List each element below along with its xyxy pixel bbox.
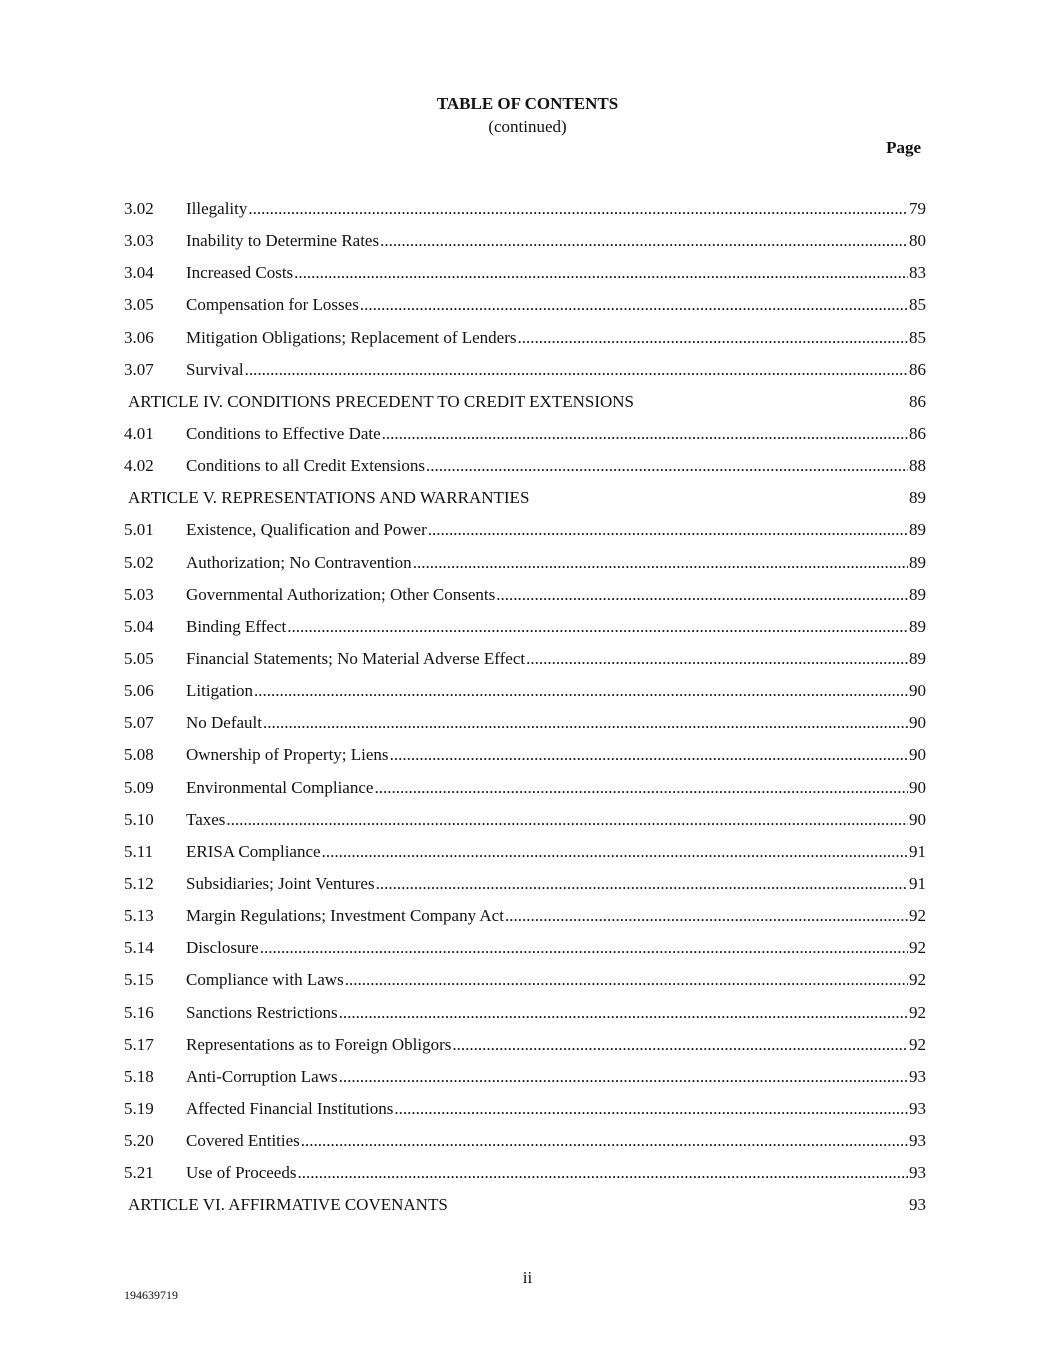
section-number: 5.11 xyxy=(124,841,154,861)
section-body xyxy=(186,1162,926,1184)
dot-leader xyxy=(374,777,908,799)
section-body xyxy=(186,230,926,252)
dot-leader xyxy=(428,519,908,541)
dot-leader xyxy=(301,1130,908,1152)
section-body xyxy=(186,873,926,895)
dot-leader xyxy=(339,1066,908,1088)
section-title: Environmental Compliance xyxy=(186,777,374,797)
section-body xyxy=(186,809,926,831)
section-number: 5.13 xyxy=(124,906,154,926)
section-page-number: 93 xyxy=(909,1131,926,1151)
section-number: 5.15 xyxy=(124,970,154,990)
section-body xyxy=(186,1034,926,1056)
section-body xyxy=(186,712,926,734)
section-number: 5.08 xyxy=(124,745,154,765)
dot-leader xyxy=(260,937,908,959)
toc-section-row[interactable] xyxy=(124,262,926,294)
article-page-number: 86 xyxy=(909,391,926,411)
section-page-number: 89 xyxy=(909,584,926,604)
section-title: Governmental Authorization; Other Consents xyxy=(186,584,496,604)
section-page-number: 90 xyxy=(909,681,926,701)
section-number: 5.09 xyxy=(124,777,154,797)
section-number: 5.17 xyxy=(124,1034,154,1054)
toc-section-row[interactable] xyxy=(124,1130,926,1162)
section-page-number: 92 xyxy=(909,1002,926,1022)
dot-leader xyxy=(360,294,908,316)
toc-section-row[interactable] xyxy=(124,552,926,584)
section-page-number: 90 xyxy=(909,809,926,829)
section-number: 5.16 xyxy=(124,1002,154,1022)
section-number: 3.06 xyxy=(124,327,154,347)
dot-leader xyxy=(413,552,908,574)
section-page-number: 90 xyxy=(909,777,926,797)
article-title: ARTICLE VI. AFFIRMATIVE COVENANTS xyxy=(128,1195,448,1215)
toc-section-row[interactable] xyxy=(124,937,926,969)
section-body xyxy=(186,777,926,799)
toc-section-row[interactable] xyxy=(124,777,926,809)
section-page-number: 79 xyxy=(909,199,926,218)
toc-section-row[interactable] xyxy=(124,809,926,841)
toc-title: TABLE OF CONTENTS xyxy=(436,94,619,113)
section-title: ERISA Compliance xyxy=(186,841,321,861)
dot-leader xyxy=(294,262,908,284)
section-title: Use of Proceeds xyxy=(186,1163,297,1183)
toc-article-row[interactable] xyxy=(124,1194,926,1226)
section-number: 5.06 xyxy=(124,681,154,701)
section-page-number: 89 xyxy=(909,552,926,572)
section-page-number: 89 xyxy=(909,520,926,540)
section-page-number: 93 xyxy=(909,1098,926,1118)
section-body xyxy=(186,198,926,220)
article-title: ARTICLE IV. CONDITIONS PRECEDENT TO CREDIT EXTENSIONS xyxy=(128,391,634,411)
dot-leader xyxy=(245,359,908,381)
section-title: Subsidiaries; Joint Ventures xyxy=(186,873,375,893)
dot-leader xyxy=(322,841,908,863)
toc-section-row[interactable] xyxy=(124,712,926,744)
toc-section-row[interactable] xyxy=(124,327,926,359)
section-number: 3.03 xyxy=(124,231,154,251)
section-title: Compliance with Laws xyxy=(186,970,344,990)
toc-section-row[interactable] xyxy=(124,455,926,487)
toc-section-row[interactable] xyxy=(124,744,926,776)
section-page-number: 92 xyxy=(909,938,926,958)
dot-leader xyxy=(297,1162,908,1184)
section-body xyxy=(186,841,926,863)
section-number: 5.14 xyxy=(124,938,154,958)
page-column-header: Page xyxy=(886,138,921,157)
section-body xyxy=(186,616,926,638)
dot-leader xyxy=(376,873,908,895)
section-number: 3.02 xyxy=(124,199,154,218)
section-number: 5.18 xyxy=(124,1066,154,1086)
dot-leader xyxy=(496,584,908,606)
toc-section-row[interactable] xyxy=(124,519,926,551)
section-page-number: 93 xyxy=(909,1066,926,1086)
section-title: Conditions to all Credit Extensions xyxy=(186,456,425,476)
section-title: Disclosure xyxy=(186,938,259,958)
section-title: Authorization; No Contravention xyxy=(186,552,412,572)
section-number: 5.05 xyxy=(124,648,154,668)
toc-section-row[interactable] xyxy=(124,359,926,391)
section-title: Binding Effect xyxy=(186,616,287,636)
section-page-number: 90 xyxy=(909,713,926,733)
dot-leader xyxy=(382,423,908,445)
dot-leader xyxy=(394,1098,908,1120)
toc-section-row[interactable] xyxy=(124,873,926,905)
dot-leader xyxy=(263,712,908,734)
section-body xyxy=(186,1066,926,1088)
toc-article-row[interactable] xyxy=(124,487,926,519)
section-number: 5.04 xyxy=(124,616,154,636)
section-page-number: 91 xyxy=(909,841,926,861)
section-number: 5.07 xyxy=(124,713,154,733)
dot-leader xyxy=(390,744,908,766)
section-title: Ownership of Property; Liens xyxy=(186,745,389,765)
section-title: Compensation for Losses xyxy=(186,295,359,315)
section-body xyxy=(186,552,926,574)
toc-section-row[interactable] xyxy=(124,680,926,712)
section-page-number: 85 xyxy=(909,327,926,347)
section-page-number: 92 xyxy=(909,970,926,990)
section-body xyxy=(186,455,926,477)
section-number: 5.20 xyxy=(124,1131,154,1151)
dot-leader xyxy=(345,969,908,991)
dot-leader xyxy=(287,616,908,638)
section-title: Financial Statements; No Material Adverse Effect xyxy=(186,648,526,668)
section-page-number: 86 xyxy=(909,423,926,443)
section-page-number: 91 xyxy=(909,873,926,893)
toc-section-row[interactable] xyxy=(124,969,926,1001)
section-body xyxy=(186,937,926,959)
toc-section-row[interactable] xyxy=(124,1034,926,1066)
dot-leader xyxy=(505,905,908,927)
section-page-number: 85 xyxy=(909,295,926,315)
section-title: Increased Costs xyxy=(186,263,294,283)
article-page-number: 89 xyxy=(909,488,926,508)
dot-leader xyxy=(426,455,908,477)
dot-leader xyxy=(248,198,908,220)
section-title: No Default xyxy=(186,713,263,733)
toc-section-row[interactable] xyxy=(124,294,926,326)
toc-subtitle: (continued) xyxy=(488,117,567,136)
section-body xyxy=(186,327,926,349)
section-page-number: 83 xyxy=(909,263,926,283)
toc-section-row[interactable] xyxy=(124,616,926,648)
section-title: Margin Regulations; Investment Company Act xyxy=(186,906,504,926)
section-number: 5.21 xyxy=(124,1163,154,1183)
section-number: 4.01 xyxy=(124,423,154,443)
section-title: Covered Entities xyxy=(186,1131,300,1151)
section-title: Survival xyxy=(186,359,244,379)
section-title: Mitigation Obligations; Replacement of Lenders xyxy=(186,327,517,347)
section-title: Inability to Determine Rates xyxy=(186,231,380,251)
section-title: Existence, Qualification and Power xyxy=(186,520,427,540)
article-title: ARTICLE V. REPRESENTATIONS AND WARRANTIES xyxy=(128,488,530,508)
section-number: 5.01 xyxy=(124,520,154,540)
section-number: 5.10 xyxy=(124,809,154,829)
toc-section-row[interactable] xyxy=(124,905,926,937)
section-body xyxy=(186,262,926,284)
section-body xyxy=(186,423,926,445)
section-title: Conditions to Effective Date xyxy=(186,423,381,443)
section-title: Litigation xyxy=(186,681,254,701)
section-body xyxy=(186,680,926,702)
section-page-number: 86 xyxy=(909,359,926,379)
toc-section-row[interactable] xyxy=(124,1002,926,1034)
article-page-number: 93 xyxy=(909,1195,926,1215)
toc-entries xyxy=(124,198,926,1227)
section-number: 5.19 xyxy=(124,1098,154,1118)
section-title: Illegality xyxy=(186,199,248,218)
toc-section-row[interactable] xyxy=(124,230,926,262)
footer-page-number: ii xyxy=(522,1268,533,1287)
toc-article-row[interactable] xyxy=(124,391,926,423)
section-page-number: 89 xyxy=(909,616,926,636)
dot-leader xyxy=(254,680,908,702)
section-number: 3.07 xyxy=(124,359,154,379)
section-page-number: 90 xyxy=(909,745,926,765)
section-body xyxy=(186,359,926,381)
dot-leader xyxy=(517,327,908,349)
section-body xyxy=(186,969,926,991)
section-body xyxy=(186,1002,926,1024)
section-body xyxy=(186,1098,926,1120)
section-title: Taxes xyxy=(186,809,226,829)
section-page-number: 92 xyxy=(909,906,926,926)
section-body xyxy=(186,1130,926,1152)
section-page-number: 89 xyxy=(909,648,926,668)
document-id: 194639719 xyxy=(124,1288,178,1302)
toc-section-row[interactable] xyxy=(124,584,926,616)
section-body xyxy=(186,648,926,670)
section-number: 5.12 xyxy=(124,873,154,893)
section-page-number: 80 xyxy=(909,231,926,251)
section-title: Affected Financial Institutions xyxy=(186,1098,394,1118)
dot-leader xyxy=(339,1002,908,1024)
section-number: 4.02 xyxy=(124,456,154,476)
dot-leader xyxy=(526,648,908,670)
toc-section-row[interactable] xyxy=(124,1098,926,1130)
section-title: Anti-Corruption Laws xyxy=(186,1066,338,1086)
toc-section-row[interactable] xyxy=(124,1162,926,1194)
section-body xyxy=(186,584,926,606)
section-body xyxy=(186,744,926,766)
section-page-number: 93 xyxy=(909,1163,926,1183)
section-number: 3.04 xyxy=(124,263,154,283)
toc-section-row[interactable] xyxy=(124,648,926,680)
section-number: 5.03 xyxy=(124,584,154,604)
section-page-number: 92 xyxy=(909,1034,926,1054)
section-body xyxy=(186,905,926,927)
section-title: Representations as to Foreign Obligors xyxy=(186,1034,452,1054)
toc-section-row[interactable] xyxy=(124,423,926,455)
section-number: 3.05 xyxy=(124,295,154,315)
section-title: Sanctions Restrictions xyxy=(186,1002,338,1022)
dot-leader xyxy=(452,1034,908,1056)
dot-leader xyxy=(226,809,908,831)
section-body xyxy=(186,519,926,541)
section-body xyxy=(186,294,926,316)
toc-section-row[interactable] xyxy=(124,198,926,230)
section-number: 5.02 xyxy=(124,552,154,572)
dot-leader xyxy=(380,230,908,252)
toc-section-row[interactable] xyxy=(124,1066,926,1098)
section-page-number: 88 xyxy=(909,456,926,476)
toc-section-row[interactable] xyxy=(124,841,926,873)
